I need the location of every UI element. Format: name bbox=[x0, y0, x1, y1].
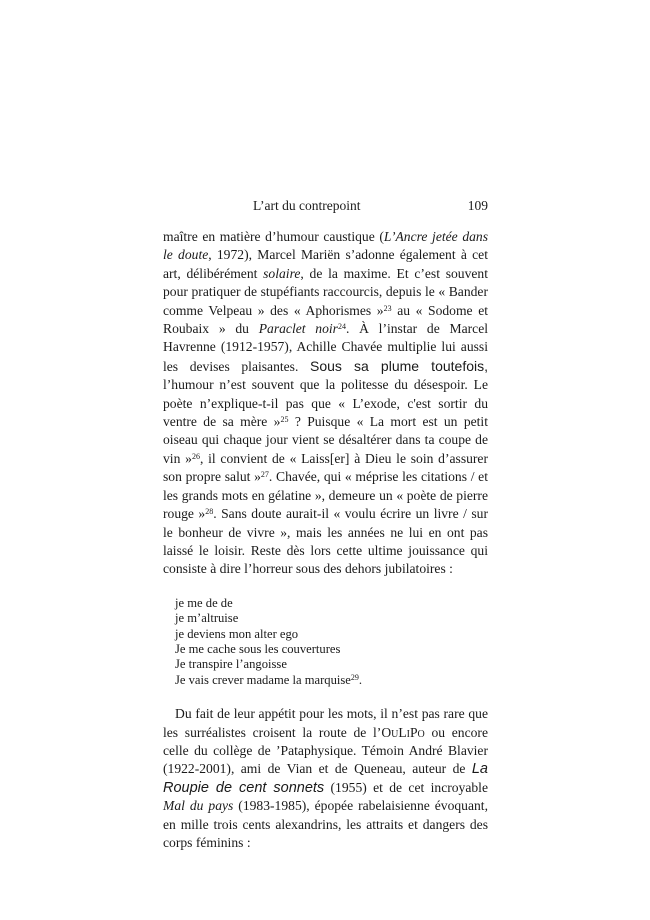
footnote-ref: 27 bbox=[260, 470, 269, 480]
text-run: (1983-1985), épopée rabelaisienne évoquant, en mille trois cents alexandrins, les attraits et dangers des corps féminins : bbox=[163, 798, 488, 850]
footnote-ref: 24 bbox=[337, 322, 346, 332]
text-run: Du fait de leur appétit pour les mots, il n’est pas rare que les surréalistes croisent la route de l’ bbox=[163, 706, 488, 740]
poem-line: je m’altruise bbox=[175, 611, 239, 626]
text-run: l’humour n’est souvent que la politesse du désespoir. Le poète n’explique-t-il pas que « L’exode, c'est sortir du ventre de sa mère » bbox=[163, 377, 488, 430]
poem-line bbox=[175, 673, 488, 688]
text-run: , de la maxime. Et c’est souvent pour pratiquer de stupéfiants raccourcis, depuis le « Bander comme Velpeau » des « Aphorismes » bbox=[163, 265, 488, 318]
text-run: , 1972), Marcel Mariën s’adonne également à cet art, délibérément bbox=[163, 247, 488, 281]
footnote-ref: 28 bbox=[205, 507, 214, 517]
small-caps-run: OuLiPo bbox=[381, 724, 425, 740]
poem-line: je me de de bbox=[175, 595, 233, 610]
book-title: Mal du pays bbox=[163, 798, 234, 814]
text-run: ? Puisque « La mort est un petit oiseau qui chaque jour vient se désaltérer dans ta coupe de vin » bbox=[163, 414, 488, 466]
text-run: . Sans doute aurait-il « voulu écrire un livre / sur le bonheur de vivre », mais les années ne lui en ont pas laissé le loisir. Reste dès lors cette ultime jouissance qui consiste à dire l’horreur sous des dehors jubilatoires : bbox=[163, 506, 488, 577]
text-run: Je vais crever madame la marquise bbox=[175, 672, 351, 687]
text-run: , il convient de « Laiss[er] à Dieu le soin d’assurer son propre salut » bbox=[163, 450, 488, 485]
text-run: . À l’instar de Marcel Havrenne (1912-1957), Achille Chavée multiplie lui aussi les devises plaisantes. bbox=[163, 321, 489, 374]
book-title: L’Ancre jetée dans le doute bbox=[163, 229, 488, 263]
footnote-ref: 25 bbox=[280, 415, 289, 425]
text-run: . bbox=[358, 672, 363, 687]
book-title: Paraclet noir bbox=[258, 321, 338, 337]
emphasis: solaire bbox=[263, 265, 301, 281]
footnote-ref: 23 bbox=[383, 303, 392, 313]
poem-line: Je transpire l’angoisse bbox=[175, 657, 287, 672]
book-title: La Roupie de cent sonnets bbox=[163, 761, 488, 796]
text-run: ou encore celle du collège de ’Pataphysique. Témoin André Blavier (1922-2001), ami de Vian et de Queneau, auteur de bbox=[163, 724, 488, 777]
poem-line: je deviens mon alter ego bbox=[175, 626, 299, 641]
paragraph-2 bbox=[163, 705, 488, 852]
running-header bbox=[163, 198, 488, 216]
footnote-ref: 29 bbox=[350, 672, 359, 682]
text-run: . Chavée, qui « méprise les citations / et les grands mots en gélatine », demeure un « poète de pierre rouge » bbox=[163, 469, 488, 522]
paragraph-1 bbox=[163, 228, 488, 579]
poem-quote bbox=[175, 596, 488, 688]
page-number: 109 bbox=[467, 198, 488, 213]
sans-run: Sous sa plume toutefois, bbox=[310, 357, 488, 374]
poem-line: Je me cache sous les couvertures bbox=[175, 641, 341, 656]
text-run: au « Sodome et Roubaix » du bbox=[163, 302, 488, 337]
main-text bbox=[163, 228, 488, 852]
footnote-ref: 26 bbox=[191, 451, 200, 461]
text-run: (1955) et de cet incroyable bbox=[324, 779, 488, 795]
text-run: maître en matière d’humour caustique ( bbox=[163, 229, 384, 244]
running-title: L’art du contrepoint bbox=[253, 198, 361, 213]
